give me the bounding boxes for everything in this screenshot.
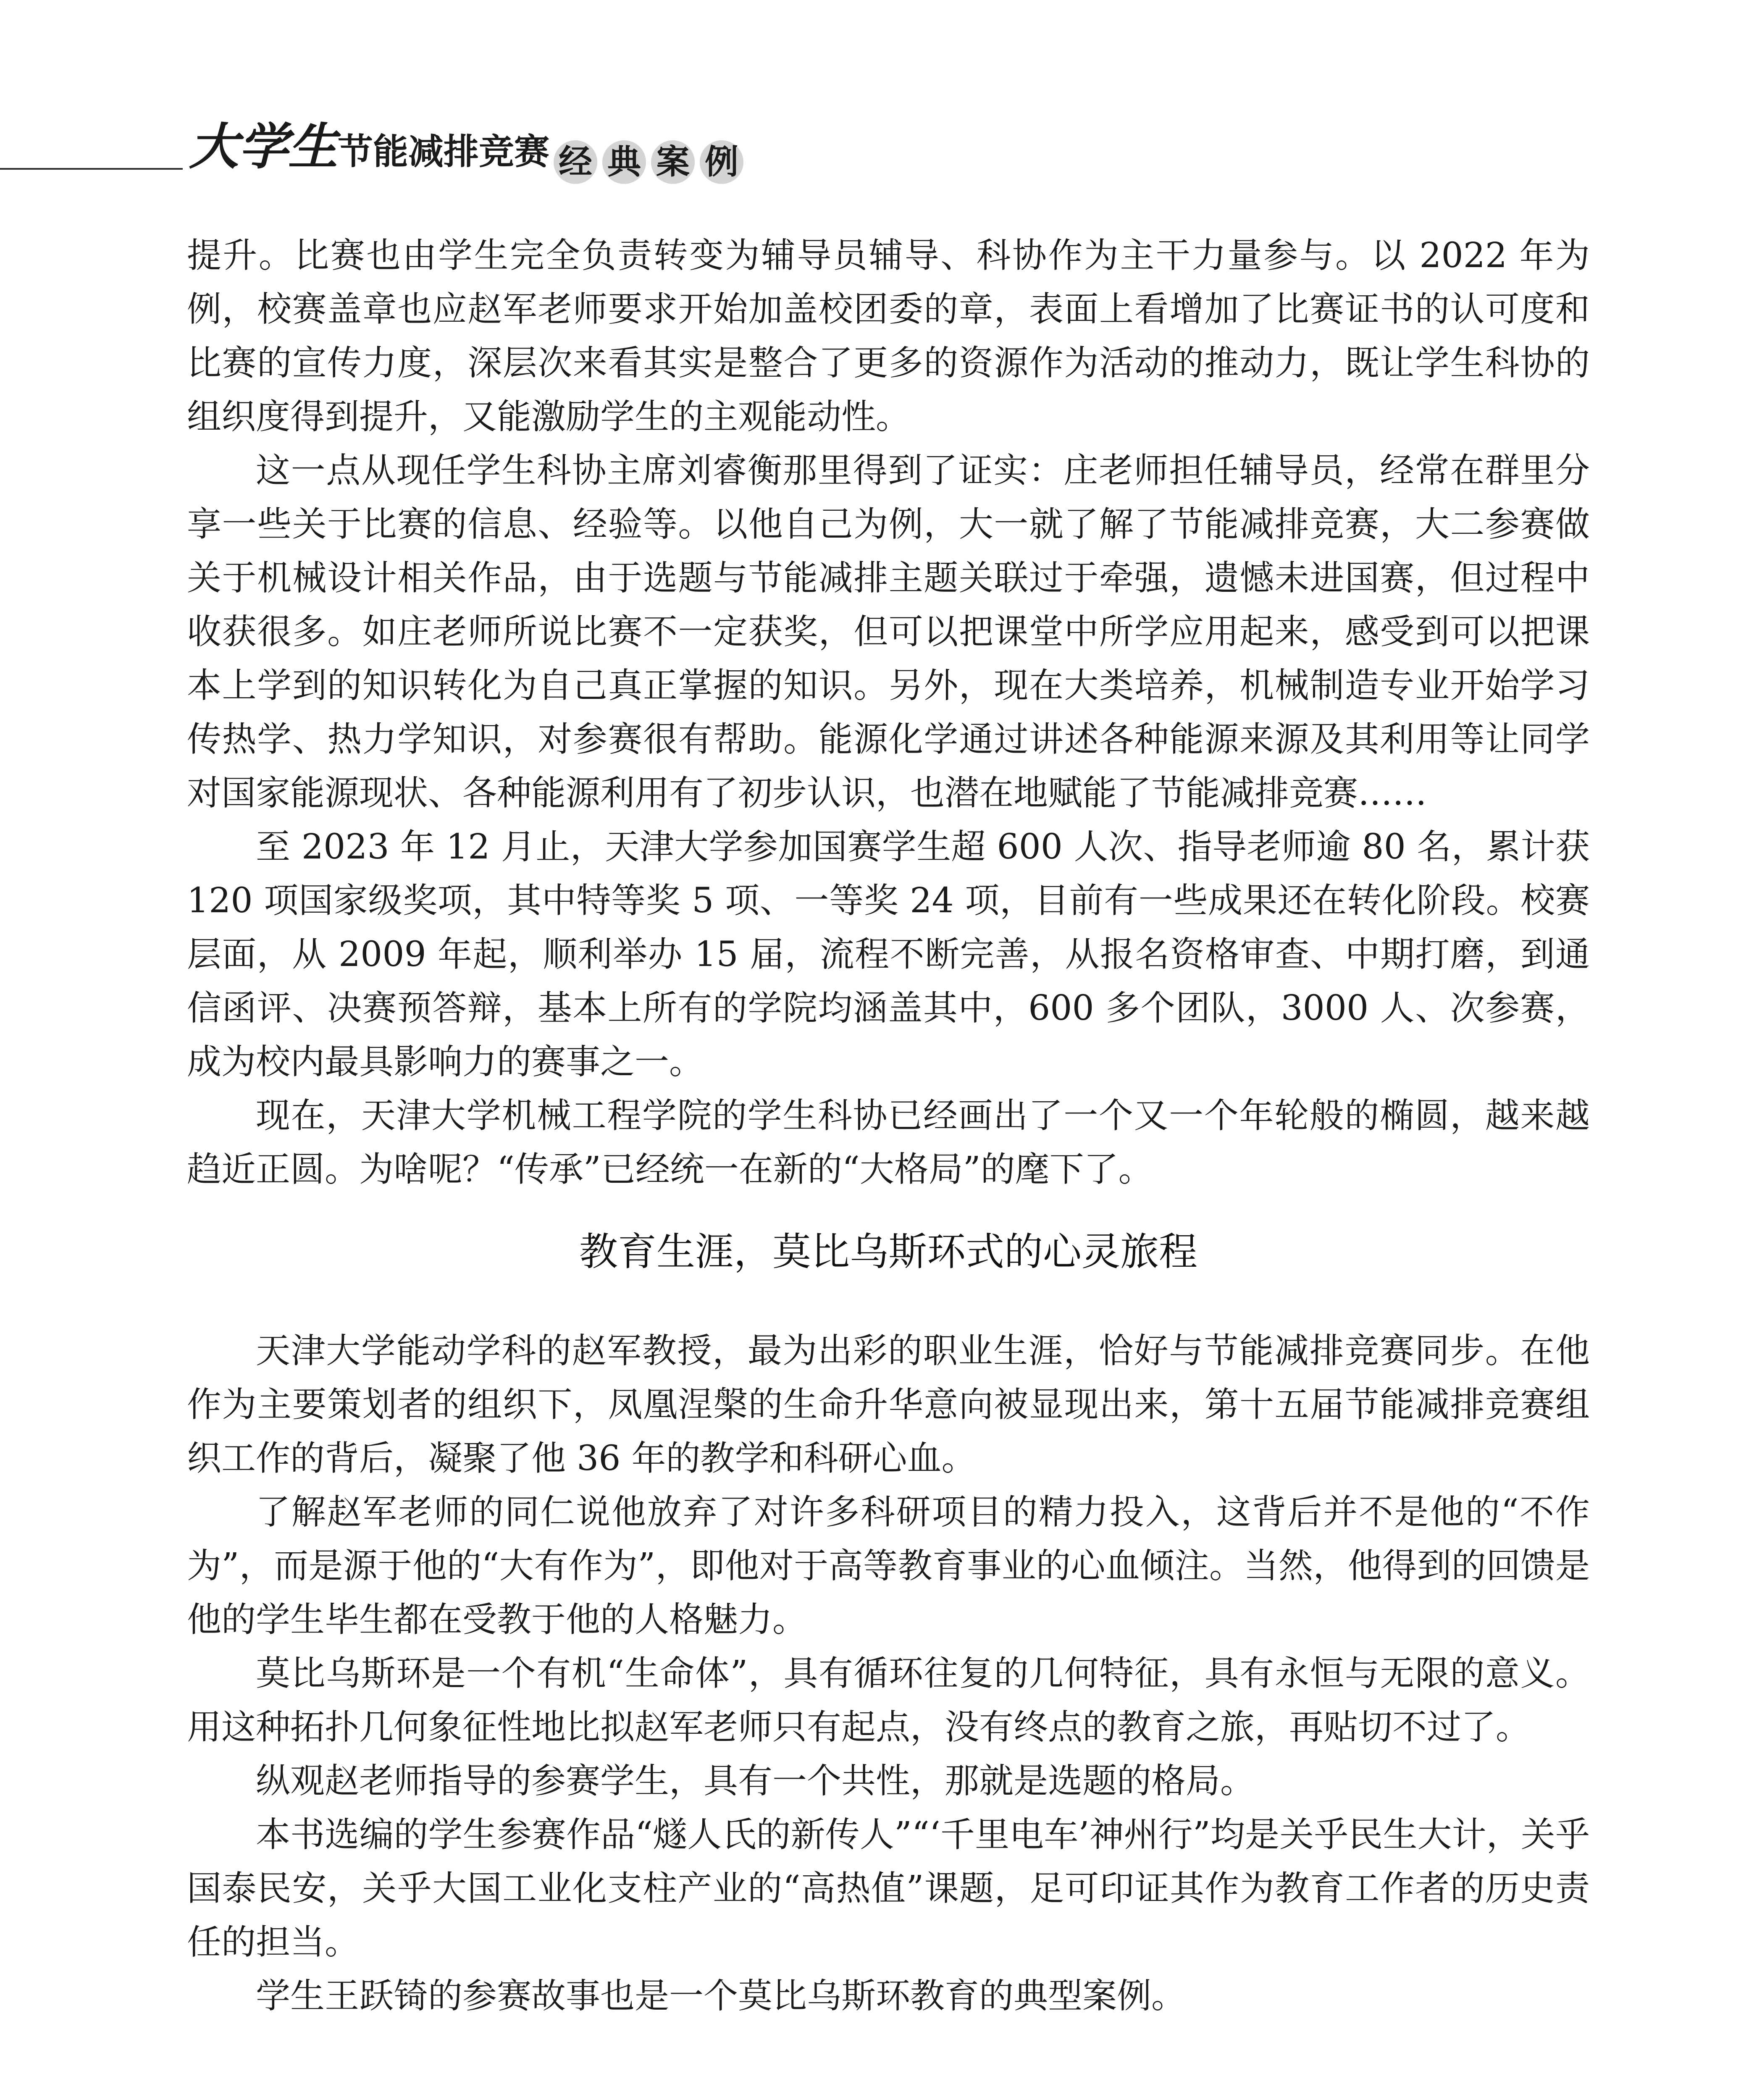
paragraph: 了解赵军老师的同仁说他放弃了对许多科研项目的精力投入，这背后并不是他的“不作为”，而是源于他的“大有作为”，即他对于高等教育事业的心血倾注。当然，他得到的回馈是他的学生毕生都在受教于他的人格魅力。 [187,1492,1590,1640]
paragraph: 这一点从现任学生科协主席刘睿衡那里得到了证实：庄老师担任辅导员，经常在群里分享一些关于比赛的信息、经验等。以他自己为例，大一就了解了节能减排竞赛，大二参赛做关于机械设计相关作品，由于选题与节能减排主题关联过于牵强，遗憾未进国赛，但过程中收获很多。如庄老师所说比赛不一定获奖，但可以把课堂中所学应用起来，感受到可以把课本上学到的知识转化为自己真正掌握的知识。另外，现在大类培养，机械制造专业开始学习传热学、热力学知识，对参赛很有帮助。能源化学通过讲述各种能源来源及其利用等让同学对国家能源现状、各种能源利用有了初步认识，也潜在地赋能了节能减排竞赛…… [187,451,1590,813]
paragraph: 本书选编的学生参赛作品“燧人氏的新传人”“‘千里电车’神州行”均是关乎民生大计，关乎国泰民安，关乎大国工业化支柱产业的“高热值”课题，足可印证其作为教育工作者的历史责任的担当。 [187,1815,1590,1962]
paragraph: 至 2023 年 12 月止，天津大学参加国赛学生超 600 人次、指导老师逾 80 名，累计获 120 项国家级奖项，其中特等奖 5 项、一等奖 24 项，目前有一些成果还在转化阶段。校赛层面，从 2009 年起，顺利举办 15 届，流程不断完善，从报名资格审查、中期打磨，到通信函评、决赛预答辩，基本上所有的学院均涵盖其中，600 多个团队，3000 人、次参赛，成为校内最具影响力的赛事之一。 [187,827,1590,1082]
book-title [189,117,748,184]
title-badge: 例 [700,140,743,184]
book-subtitle: 节能减排竞赛 [338,131,550,172]
section-heading: 教育生涯，莫比乌斯环式的心灵旅程 [579,1229,1197,1274]
running-header [0,105,739,181]
page-body [187,229,1590,2023]
paragraph: 纵观赵老师指导的参赛学生，具有一个共性，那就是选题的格局。 [256,1761,1255,1801]
title-badge: 经 [554,140,597,184]
paragraph: 现在，天津大学机械工程学院的学生科协已经画出了一个又一个年轮般的椭圆，越来越趋近正圆。为啥呢？“传承”已经统一在新的“大格局”的麾下了。 [187,1096,1590,1189]
header-rule [0,168,183,170]
paragraph: 学生王跃锜的参赛故事也是一个莫比乌斯环教育的典型案例。 [256,1976,1186,2016]
book-series: 大学生 [189,117,338,176]
paragraph: 莫比乌斯环是一个有机“生命体”，具有循环往复的几何特征，具有永恒与无限的意义。用这种拓扑几何象征性地比拟赵军老师只有起点，没有终点的教育之旅，再贴切不过了。 [187,1654,1590,1747]
title-badge: 典 [602,140,646,184]
book-title-badges [554,140,748,184]
paragraph: 天津大学能动学科的赵军教授，最为出彩的职业生涯，恰好与节能减排竞赛同步。在他作为主要策划者的组织下，凤凰涅槃的生命升华意向被显现出来，第十五届节能减排竞赛组织工作的背后，凝聚了他 36 年的教学和科研心血。 [187,1331,1590,1478]
paragraph: 提升。比赛也由学生完全负责转变为辅导员辅导、科协作为主干力量参与。以 2022 年为例，校赛盖章也应赵军老师要求开始加盖校团委的章，表面上看增加了比赛证书的认可度和比赛的宣传力度，深层次来看其实是整合了更多的资源作为活动的推动力，既让学生科协的组织度得到提升，又能激励学生的主观能动性。 [187,236,1590,437]
title-badge: 案 [651,140,695,184]
